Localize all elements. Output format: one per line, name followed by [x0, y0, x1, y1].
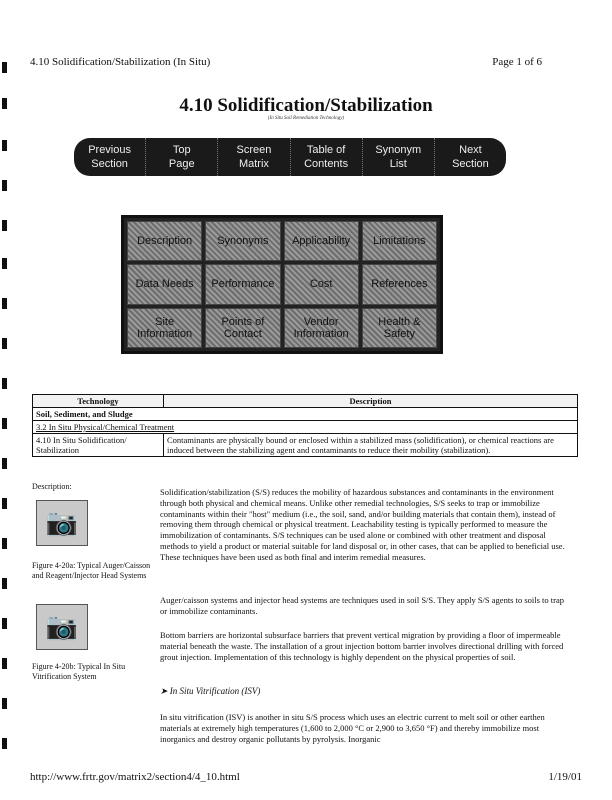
page-title: 4.10 Solidification/Stabilization	[179, 95, 433, 116]
figure-4-20b-caption[interactable]: Figure 4-20b: Typical In Situ Vitrification System	[32, 662, 126, 681]
grid-synonyms-link[interactable]: Synonyms	[205, 221, 280, 261]
body-paragraph-1: Solidification/stabilization (S/S) reduces the mobility of hazardous substances and contaminants in the environment through both physical and chemical means. Unlike other remedial technologies, S/S seeks to trap or immobilize contaminants within their "host" medium (i.e., the soil, sand, and/or building materials that contain them), instead of removing them through chemical or physical treatment. Leachability testing is typically performed to measure the immobilization of contaminants. S/S techniques can be used alone or combined with other treatment and disposal methods to yield a product or material suitable for land disposal or, in other cases, that can be applied to beneficial use. These techniques have been used as both final and interim remedial measures.	[160, 487, 565, 562]
footer-date: 1/19/01	[548, 771, 582, 783]
body-paragraph-2: Auger/caisson systems and injector head systems are techniques used in soil S/S. They apply S/S agents to soils to trap or immobilize contaminants.	[160, 595, 565, 616]
isv-subheading[interactable]: ➤ In Situ Vitrification (ISV)	[160, 686, 261, 696]
table-tech-name: 4.10 In Situ Solidification/ Stabilization	[33, 434, 164, 457]
camera-icon: 📷	[45, 612, 79, 642]
top-page-button[interactable]: Top Page	[146, 138, 218, 176]
camera-icon: 📷	[45, 508, 79, 538]
grid-applicability-link[interactable]: Applicability	[284, 221, 359, 261]
column-header-description: Description	[164, 395, 578, 408]
figure-4-20a-thumbnail[interactable]	[36, 500, 88, 546]
column-header-technology: Technology	[33, 395, 164, 408]
previous-section-button[interactable]: Previous Section	[74, 138, 146, 176]
figure-4-20b-thumbnail[interactable]	[36, 604, 88, 650]
page-header-title: 4.10 Solidification/Stabilization (In Situ)	[30, 56, 211, 68]
footer-url: http://www.frtr.gov/matrix2/section4/4_10.html	[30, 771, 240, 783]
table-of-contents-button[interactable]: Table of Contents	[291, 138, 363, 176]
technology-table	[32, 394, 578, 457]
table-subcategory-link[interactable]: 3.2 In Situ Physical/Chemical Treatment	[33, 421, 578, 434]
grid-data-needs-link[interactable]: Data Needs	[127, 264, 202, 304]
description-label: Description:	[32, 482, 72, 491]
page-subtitle: (In Situ Soil Remediation Technology)	[267, 116, 345, 121]
grid-site-information-link[interactable]: Site Information	[127, 308, 202, 348]
grid-cost-link[interactable]: Cost	[284, 264, 359, 304]
topic-grid	[121, 215, 443, 354]
grid-description-link[interactable]: Description	[127, 221, 202, 261]
grid-limitations-link[interactable]: Limitations	[362, 221, 437, 261]
body-paragraph-3: Bottom barriers are horizontal subsurface barriers that prevent vertical migration by providing a floor of impermeable material beneath the waste. The installation of a grout injection bottom barrier involves directional drilling with forced grout injection. Implementation of this technology is highly dependent on the physical properties of soil.	[160, 630, 564, 662]
grid-performance-link[interactable]: Performance	[205, 264, 280, 304]
table-tech-description: Contaminants are physically bound or enclosed within a stabilized mass (solidification), or chemical reactions are induced between the stabilizing agent and contaminants to reduce their mobility (stabilization).	[164, 434, 578, 457]
grid-references-link[interactable]: References	[362, 264, 437, 304]
grid-vendor-information-link[interactable]: Vendor Information	[284, 308, 359, 348]
nav-bar	[74, 138, 506, 176]
table-category: Soil, Sediment, and Sludge	[33, 408, 578, 421]
arrow-icon: ➤	[160, 686, 170, 696]
body-paragraph-4: In situ vitrification (ISV) is another in situ S/S process which uses an electric current to melt soil or other earthen materials at extremely high temperatures (1,600 to 2,000 °C or 2,900 to 3,650 °F) and thereby immobilize most inorganics and destroy organic pollutants by pyrolysis. Inorganic	[160, 712, 545, 744]
screen-matrix-button[interactable]: Screen Matrix	[218, 138, 290, 176]
page-number: Page 1 of 6	[492, 56, 542, 68]
grid-points-of-contact-link[interactable]: Points of Contact	[205, 308, 280, 348]
next-section-button[interactable]: Next Section	[452, 144, 489, 170]
grid-health-safety-link[interactable]: Health & Safety	[362, 308, 437, 348]
figure-4-20a-caption[interactable]: Figure 4-20a: Typical Auger/Caisson and Reagent/Injector Head Systems	[32, 561, 151, 580]
synonym-list-button[interactable]: Synonym List	[363, 138, 435, 176]
